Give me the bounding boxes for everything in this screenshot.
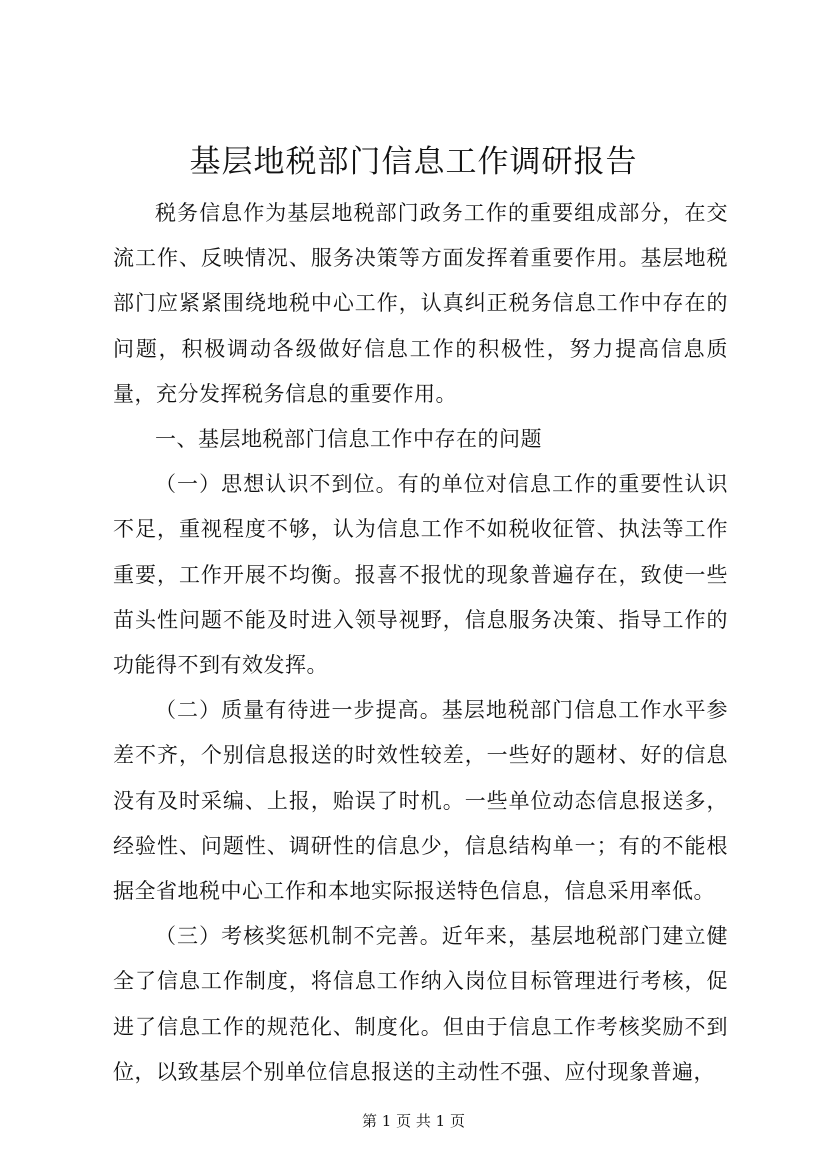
paragraph-1: （一）思想认识不到位。有的单位对信息工作的重要性认识不足，重视程度不够，认为信息工作不如税收征管、执法等工作重要，工作开展不均衡。报喜不报忧的现象普遍存在，致使一些苗头性问题不能及时进入领导视野，信息服务决策、指导工作的功能得不到有效发挥。 xyxy=(113,472,728,678)
section-heading: 一、基层地税部门信息工作中存在的问题 xyxy=(155,427,542,452)
document-title: 基层地税部门信息工作调研报告 xyxy=(189,144,638,180)
intro-paragraph: 税务信息作为基层地税部门政务工作的重要组成部分，在交流工作、反映情况、服务决策等方面发挥着重要作用。基层地税部门应紧紧围绕地税中心工作，认真纠正税务信息工作中存在的问题，积极调动各级做好信息工作的积极性，努力提高信息质量，充分发挥税务信息的重要作用。 xyxy=(113,201,728,406)
page-footer: 第 1 页 共 1 页 xyxy=(362,1112,465,1130)
paragraph-2: （二）质量有待进一步提高。基层地税部门信息工作水平参差不齐，个别信息报送的时效性较差，一些好的题材、好的信息没有及时采编、上报，贻误了时机。一些单位动态信息报送多，经验性、问题性、调研性的信息少，信息结构单一；有的不能根据全省地税中心工作和本地实际报送特色信息，信息采用率低。 xyxy=(113,698,728,904)
paragraph-3: （三）考核奖惩机制不完善。近年来，基层地税部门建立健全了信息工作制度，将信息工作纳入岗位目标管理进行考核，促进了信息工作的规范化、制度化。但由于信息工作考核奖励不到位，以致基层个别单位信息报送的主动性不强、应付现象普遍， xyxy=(113,924,728,1084)
document-body xyxy=(113,191,728,1095)
